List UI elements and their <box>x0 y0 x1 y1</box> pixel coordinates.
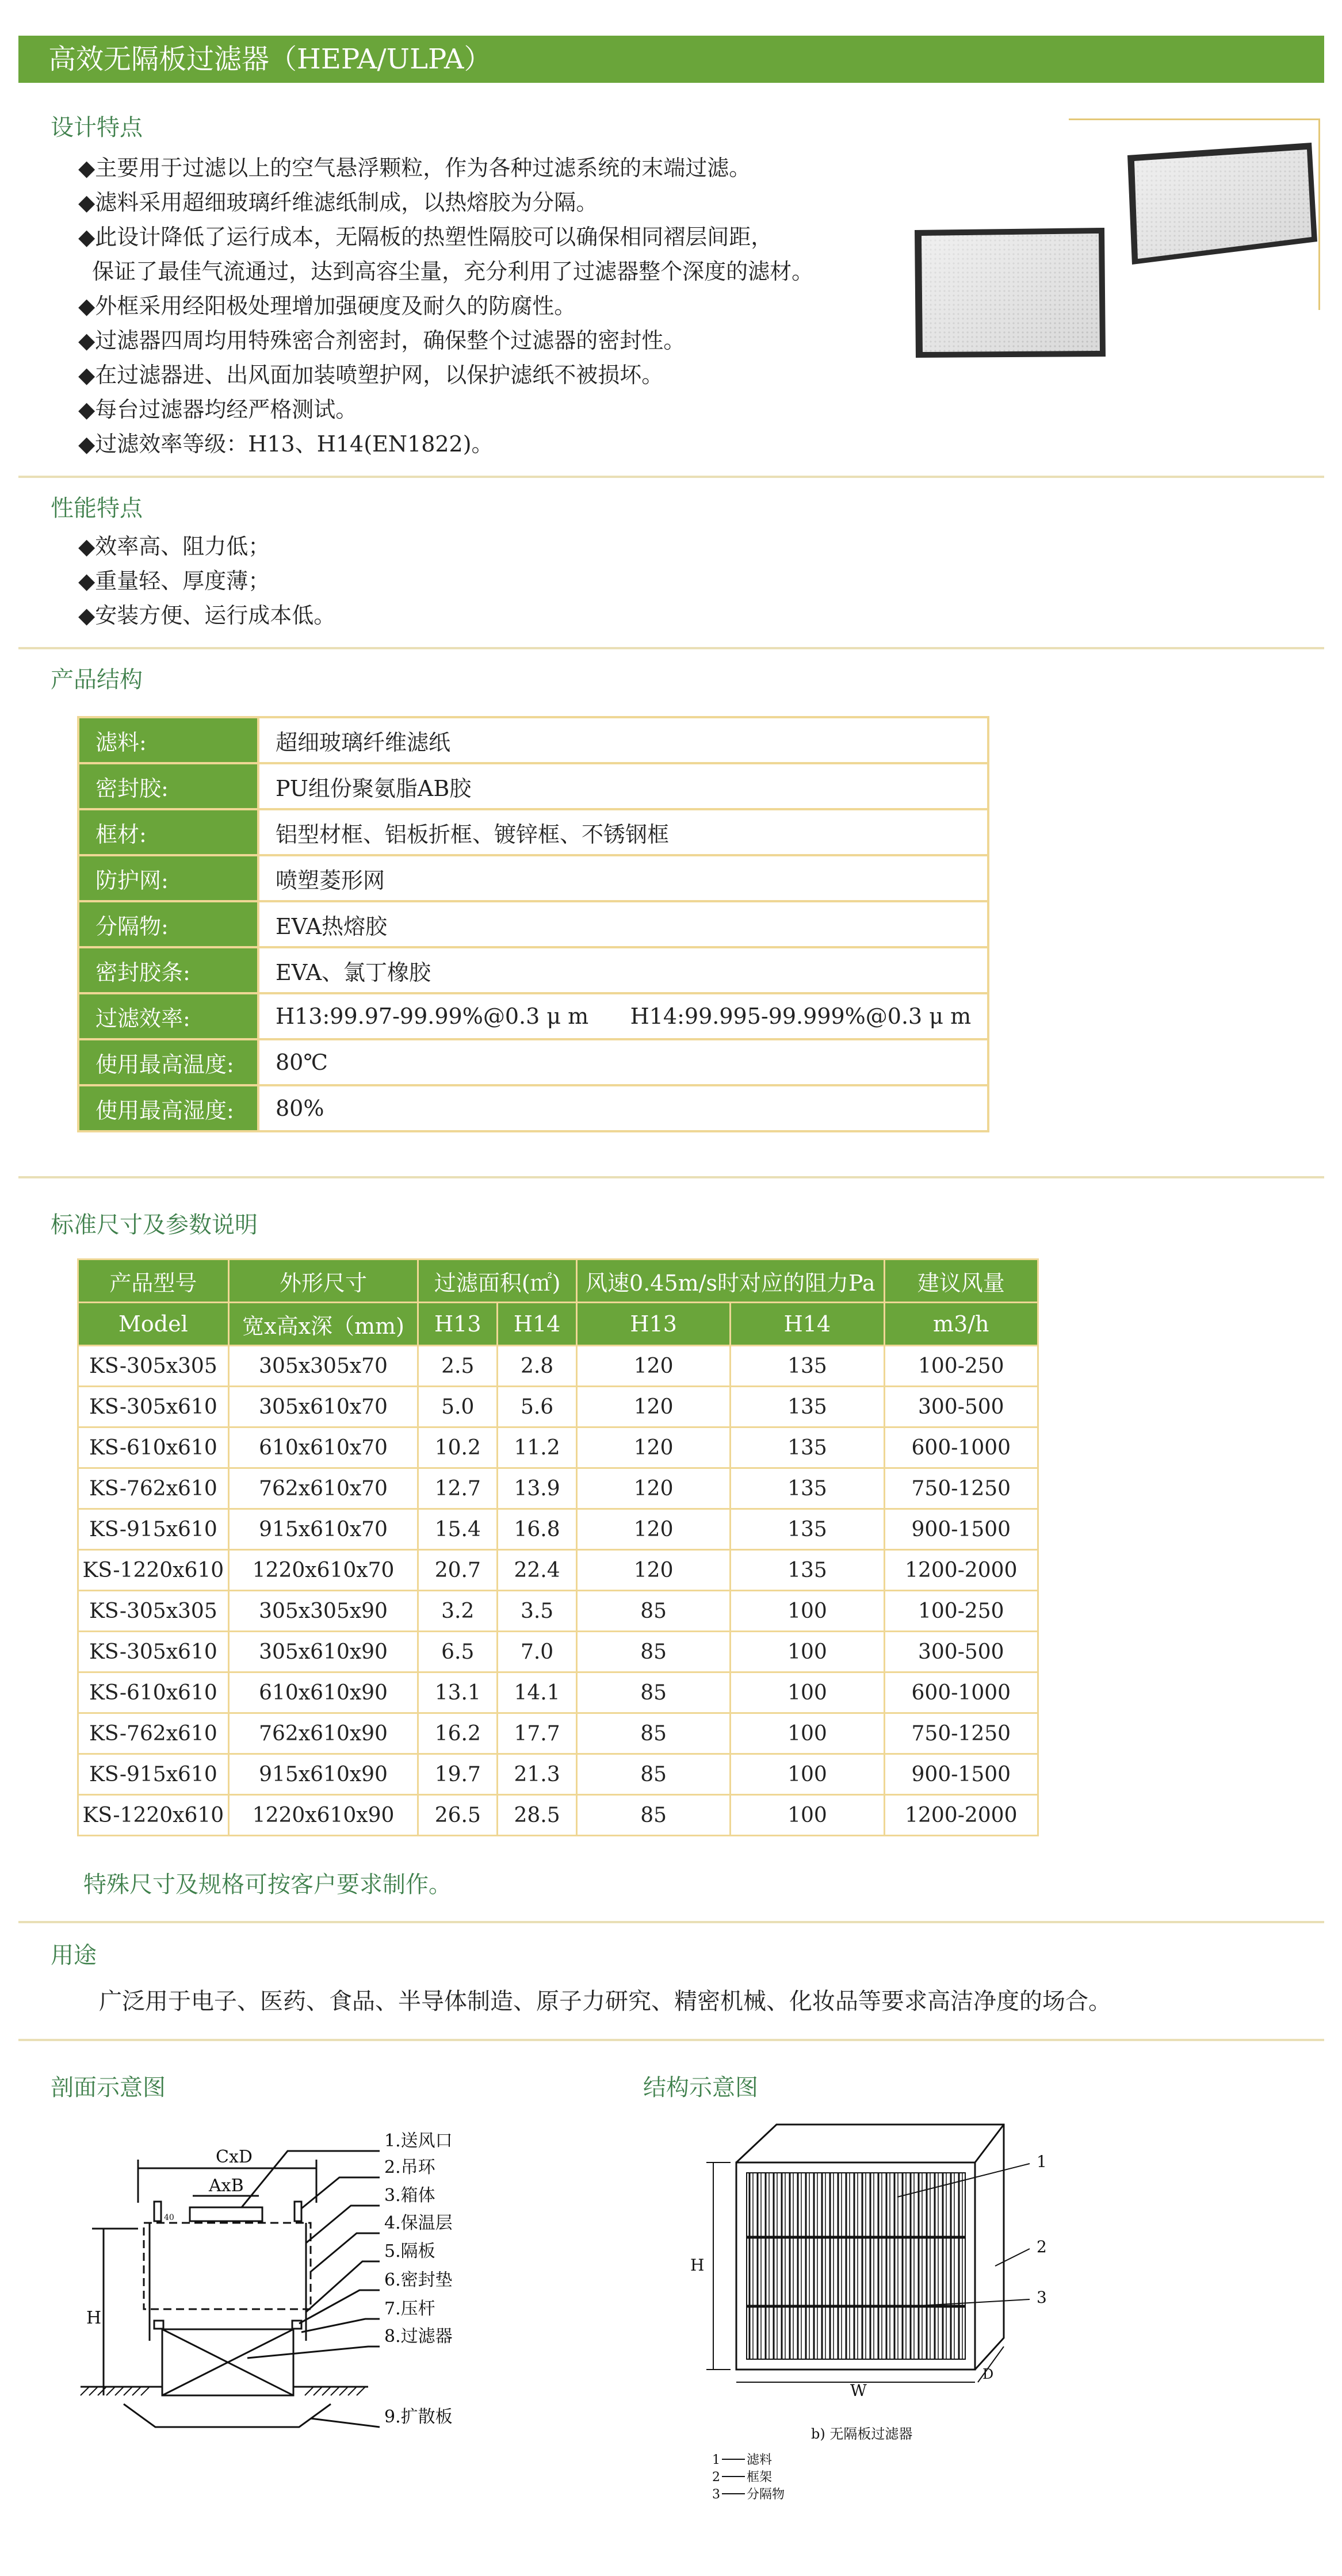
callout-number: 1 <box>1037 2152 1047 2171</box>
part-label: 4.保温层 <box>384 2213 453 2233</box>
table-cell: 框材: <box>78 809 258 855</box>
table-header: Model <box>78 1303 229 1346</box>
table-header: 宽x高x深（mm) <box>228 1303 418 1346</box>
table-cell: 305x305x70 <box>228 1346 418 1387</box>
table-cell: 600-1000 <box>884 1672 1038 1713</box>
table-cell: KS-1220x610 <box>78 1795 229 1836</box>
dim-label: AxB <box>209 2176 244 2196</box>
table-cell: 滤料: <box>78 717 258 763</box>
table-row <box>78 1713 1038 1754</box>
part-label: 7.压杆 <box>384 2299 435 2319</box>
table-cell: 15.4 <box>418 1509 498 1550</box>
structure-diagram-heading: 结构示意图 <box>643 2074 758 2101</box>
table-cell: 28.5 <box>498 1795 577 1836</box>
table-cell: 762x610x70 <box>228 1468 418 1509</box>
table-cell: 120 <box>576 1427 730 1468</box>
table-cell: 135 <box>731 1427 884 1468</box>
table-cell: 120 <box>576 1468 730 1509</box>
legend-text: 分隔物 <box>747 2487 785 2502</box>
table-cell: 1200-2000 <box>884 1795 1038 1836</box>
table-cell: 12.7 <box>418 1468 498 1509</box>
part-label: 1.送风口 <box>384 2131 453 2151</box>
table-cell: 120 <box>576 1550 730 1591</box>
table-cell: EVA热熔胶 <box>258 901 988 947</box>
table-cell: 100-250 <box>884 1346 1038 1387</box>
table-cell: 300-500 <box>884 1632 1038 1672</box>
table-cell: 100 <box>731 1632 884 1672</box>
table-cell: 915x610x90 <box>228 1754 418 1795</box>
spec-note: 特殊尺寸及规格可按客户要求制作。 <box>83 1871 452 1898</box>
table-cell: 100 <box>731 1754 884 1795</box>
table-cell: 600-1000 <box>884 1427 1038 1468</box>
part-label: 9.扩散板 <box>384 2407 453 2427</box>
table-cell: 750-1250 <box>884 1713 1038 1754</box>
table-cell: 135 <box>731 1468 884 1509</box>
table-cell: KS-305x305 <box>78 1591 229 1632</box>
table-cell: 135 <box>731 1346 884 1387</box>
table-cell: 19.7 <box>418 1754 498 1795</box>
table-cell: 喷塑菱形网 <box>258 855 988 901</box>
list-item: 保证了最佳气流通过，达到高容尘量，充分利用了过滤器整个深度的滤材。 <box>78 259 814 284</box>
performance-heading: 性能特点 <box>51 495 143 522</box>
table-cell: 750-1250 <box>884 1468 1038 1509</box>
dim-label: D <box>982 2366 994 2382</box>
table-cell: PU组份聚氨脂AB胶 <box>258 763 988 809</box>
table-cell: 3.5 <box>498 1591 577 1632</box>
table-cell: 305x610x70 <box>228 1387 418 1427</box>
table-cell: 305x305x90 <box>228 1591 418 1632</box>
list-item: ◆此设计降低了运行成本，无隔板的热塑性隔胶可以确保相同褶层间距， <box>78 224 773 250</box>
table-cell: 85 <box>576 1754 730 1795</box>
table-row <box>78 947 988 993</box>
table-row <box>78 809 988 855</box>
table-cell: 85 <box>576 1795 730 1836</box>
table-cell: 120 <box>576 1387 730 1427</box>
usage-text: 广泛用于电子、医药、食品、半导体制造、原子力研究、精密机械、化妆品等要求高洁净度的场合。 <box>99 1988 1111 2015</box>
table-cell: 80% <box>258 1085 988 1131</box>
table-cell: 300-500 <box>884 1387 1038 1427</box>
table-cell: 16.2 <box>418 1713 498 1754</box>
table-header: H13 <box>576 1303 730 1346</box>
part-label: 2.吊环 <box>384 2157 435 2177</box>
table-cell: 密封胶: <box>78 763 258 809</box>
table-cell: 10.2 <box>418 1427 498 1468</box>
table-cell: 100-250 <box>884 1591 1038 1632</box>
table-cell: 915x610x70 <box>228 1509 418 1550</box>
table-row <box>78 1039 988 1085</box>
list-item: ◆重量轻、厚度薄； <box>78 568 270 594</box>
table-row <box>78 1085 988 1131</box>
table-cell: 22.4 <box>498 1550 577 1591</box>
legend-text: 滤料 <box>747 2453 773 2467</box>
table-cell: 21.3 <box>498 1754 577 1795</box>
table-cell: 过滤效率: <box>78 993 258 1039</box>
table-cell: KS-762x610 <box>78 1713 229 1754</box>
callout-number: 3 <box>1037 2288 1047 2307</box>
spec-heading: 标准尺寸及参数说明 <box>51 1212 258 1238</box>
table-row <box>78 1795 1038 1836</box>
table-header: 外形尺寸 <box>228 1260 418 1303</box>
section-diagram <box>69 2105 506 2462</box>
usage-heading: 用途 <box>51 1942 97 1969</box>
table-cell: 3.2 <box>418 1591 498 1632</box>
dim-label: 40 <box>164 2213 174 2222</box>
table-cell: 6.5 <box>418 1632 498 1672</box>
table-cell: 7.0 <box>498 1632 577 1672</box>
table-cell: KS-915x610 <box>78 1754 229 1795</box>
table-row <box>78 1387 1038 1427</box>
table-cell: 85 <box>576 1632 730 1672</box>
dim-label: CxD <box>216 2147 253 2167</box>
list-item: ◆主要用于过滤以上的空气悬浮颗粒，作为各种过滤系统的末端过滤。 <box>78 155 751 181</box>
table-row <box>78 1550 1038 1591</box>
structure-diagram <box>667 2116 1104 2531</box>
dim-label: H <box>690 2256 705 2275</box>
table-cell: 2.8 <box>498 1346 577 1387</box>
structure-table <box>77 716 989 1132</box>
table-cell: 20.7 <box>418 1550 498 1591</box>
table-cell: KS-305x305 <box>78 1346 229 1387</box>
table-cell: 80℃ <box>258 1039 988 1085</box>
table-cell: 13.9 <box>498 1468 577 1509</box>
table-cell: 135 <box>731 1387 884 1427</box>
design-list <box>78 151 813 461</box>
table-cell: 2.5 <box>418 1346 498 1387</box>
table-cell: 900-1500 <box>884 1509 1038 1550</box>
part-label: 6.密封垫 <box>384 2270 453 2290</box>
list-item: ◆过滤效率等级：H13、H14(EN1822)。 <box>78 431 494 457</box>
table-row <box>78 1346 1038 1387</box>
table-cell: KS-305x610 <box>78 1387 229 1427</box>
table-cell: 11.2 <box>498 1427 577 1468</box>
table-cell: 超细玻璃纤维滤纸 <box>258 717 988 763</box>
table-cell: 610x610x90 <box>228 1672 418 1713</box>
table-header-row <box>78 1260 1038 1303</box>
table-row <box>78 717 988 763</box>
table-cell: 100 <box>731 1795 884 1836</box>
table-cell: 17.7 <box>498 1713 577 1754</box>
table-row <box>78 993 988 1039</box>
table-cell: 1200-2000 <box>884 1550 1038 1591</box>
table-cell: 5.0 <box>418 1387 498 1427</box>
list-item: ◆安装方便、运行成本低。 <box>78 603 336 628</box>
table-cell: 762x610x90 <box>228 1713 418 1754</box>
table-cell: 100 <box>731 1672 884 1713</box>
table-header: 产品型号 <box>78 1260 229 1303</box>
spec-table <box>77 1258 1039 1836</box>
table-row <box>78 1509 1038 1550</box>
table-cell: 5.6 <box>498 1387 577 1427</box>
callout-number: 2 <box>1037 2237 1047 2256</box>
table-row <box>78 1632 1038 1672</box>
table-cell: 100 <box>731 1713 884 1754</box>
table-cell: EVA、氯丁橡胶 <box>258 947 988 993</box>
table-row <box>78 1754 1038 1795</box>
table-row <box>78 763 988 809</box>
table-cell: 120 <box>576 1346 730 1387</box>
table-cell: 135 <box>731 1509 884 1550</box>
legend-number: 2 <box>712 2470 720 2485</box>
legend-text: 框架 <box>747 2470 773 2485</box>
table-cell: 85 <box>576 1713 730 1754</box>
table-cell: 1220x610x70 <box>228 1550 418 1591</box>
table-row <box>78 855 988 901</box>
product-photo <box>915 132 1329 362</box>
table-cell: 1220x610x90 <box>228 1795 418 1836</box>
list-item: ◆外框采用经阳极处理增加强硬度及耐久的防腐性。 <box>78 293 576 319</box>
legend-number: 1 <box>712 2453 720 2467</box>
table-cell: H13:99.97-99.99%@0.3 μ m H14:99.995-99.999%@0.3 μ m <box>258 993 988 1039</box>
table-row <box>78 1672 1038 1713</box>
structure-heading: 产品结构 <box>51 667 143 693</box>
part-label: 5.隔板 <box>384 2241 435 2261</box>
table-cell: KS-915x610 <box>78 1509 229 1550</box>
section-diagram-heading: 剖面示意图 <box>51 2074 166 2101</box>
table-cell: 密封胶条: <box>78 947 258 993</box>
diagram-caption: b) 无隔板过滤器 <box>811 2426 913 2442</box>
table-header: 过滤面积(㎡) <box>418 1260 577 1303</box>
performance-list <box>78 529 335 633</box>
table-cell: 85 <box>576 1672 730 1713</box>
list-item: ◆在过滤器进、出风面加装喷塑护网，以保护滤纸不被损坏。 <box>78 362 664 388</box>
table-cell: KS-1220x610 <box>78 1550 229 1591</box>
table-header: H13 <box>418 1303 498 1346</box>
legend-number: 3 <box>712 2487 720 2502</box>
table-cell: KS-305x610 <box>78 1632 229 1672</box>
table-header: 建议风量 <box>884 1260 1038 1303</box>
table-cell: 分隔物: <box>78 901 258 947</box>
list-item: ◆过滤器四周均用特殊密合剂密封，确保整个过滤器的密封性。 <box>78 328 686 353</box>
list-item: ◆滤料采用超细玻璃纤维滤纸制成，以热熔胶为分隔。 <box>78 190 598 215</box>
table-cell: 铝型材框、铝板折框、镀锌框、不锈钢框 <box>258 809 988 855</box>
table-cell: KS-610x610 <box>78 1672 229 1713</box>
table-cell: 使用最高湿度: <box>78 1085 258 1131</box>
dim-label: W <box>850 2381 867 2400</box>
table-cell: 900-1500 <box>884 1754 1038 1795</box>
table-row <box>78 1468 1038 1509</box>
table-cell: 防护网: <box>78 855 258 901</box>
table-cell: 305x610x90 <box>228 1632 418 1672</box>
table-cell: 100 <box>731 1591 884 1632</box>
table-cell: 85 <box>576 1591 730 1632</box>
part-label: 8.过滤器 <box>384 2326 453 2347</box>
table-cell: KS-610x610 <box>78 1427 229 1468</box>
table-cell: 610x610x70 <box>228 1427 418 1468</box>
table-row <box>78 1591 1038 1632</box>
list-item: ◆效率高、阻力低； <box>78 534 270 559</box>
part-label: 3.箱体 <box>384 2185 435 2206</box>
table-cell: 13.1 <box>418 1672 498 1713</box>
table-row <box>78 1427 1038 1468</box>
table-row <box>78 901 988 947</box>
table-header: m3/h <box>884 1303 1038 1346</box>
dim-label: H <box>86 2308 102 2328</box>
table-cell: 使用最高温度: <box>78 1039 258 1085</box>
table-header: 风速0.45m/s时对应的阻力Pa <box>576 1260 884 1303</box>
page-title: 高效无隔板过滤器（HEPA/ULPA） <box>18 36 1324 83</box>
table-cell: 16.8 <box>498 1509 577 1550</box>
table-header: H14 <box>731 1303 884 1346</box>
table-cell: KS-762x610 <box>78 1468 229 1509</box>
table-cell: 14.1 <box>498 1672 577 1713</box>
table-header: H14 <box>498 1303 577 1346</box>
list-item: ◆每台过滤器均经严格测试。 <box>78 397 358 422</box>
table-cell: 26.5 <box>418 1795 498 1836</box>
design-heading: 设计特点 <box>51 114 143 141</box>
table-cell: 135 <box>731 1550 884 1591</box>
table-header-row <box>78 1303 1038 1346</box>
table-cell: 120 <box>576 1509 730 1550</box>
